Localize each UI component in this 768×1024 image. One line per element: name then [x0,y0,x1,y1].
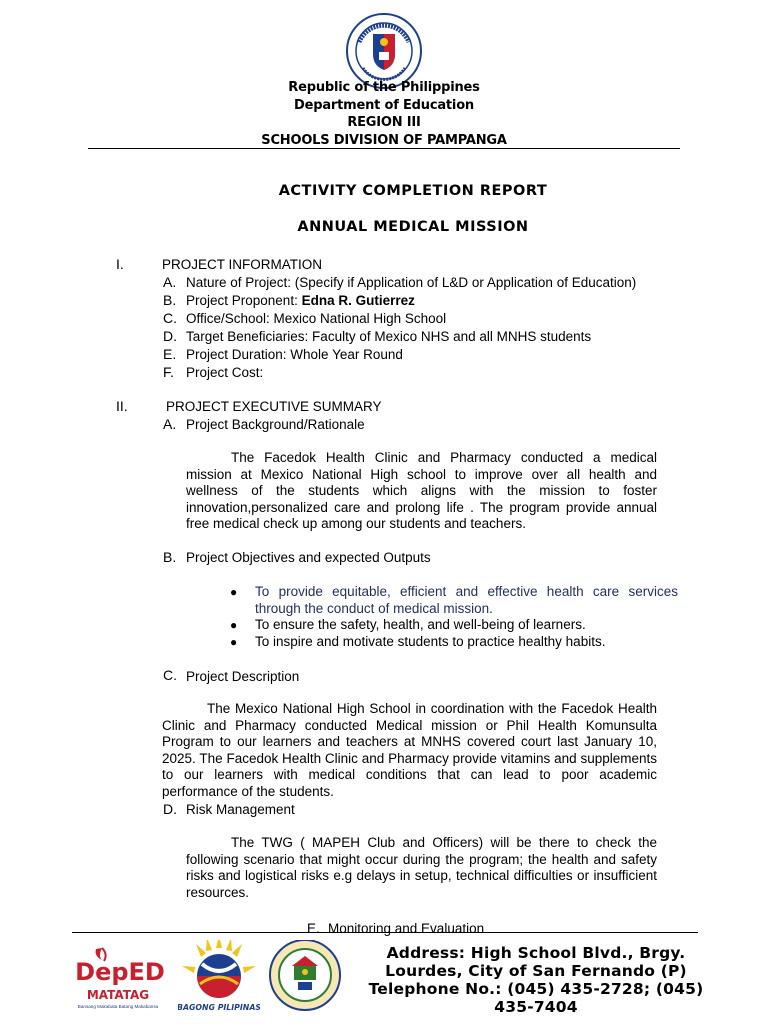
item-letter: C. [163,667,177,683]
deped-seal [345,12,423,90]
deped-wordmark: DepED [75,958,165,986]
objectives-list [230,584,678,650]
address-line: Address: High School Blvd., Brgy. [386,944,686,962]
item-letter: A. [163,416,177,432]
project-cost: Project Cost: [186,365,264,380]
project-proponent-label: Project Proponent: [186,293,302,308]
header-line-department: Department of Education [294,98,474,113]
header-line-republic: Republic of the Philippines [288,80,480,95]
section-1-heading: PROJECT INFORMATION [162,257,323,272]
background-paragraph [186,450,657,533]
header-divider [88,148,680,149]
item-letter: F. [163,364,174,380]
description-heading: Project Description [186,669,300,684]
risk-heading: Risk Management [186,802,295,817]
matatag-tagline: Bansang Makabata Batang Makabansa [77,1004,159,1009]
item-letter: D. [163,328,177,344]
item-letter: E. [307,921,320,936]
project-duration: Project Duration: Whole Year Round [186,347,403,362]
list-item [230,634,678,651]
objective-text: To provide equitable, efficient and effective health care services through the conduct of medical mission. [255,584,678,616]
bullet-icon: ● [230,618,238,633]
deped-matatag-logo [72,946,168,1016]
sun-flag-icon [178,940,260,1012]
background-text: The Facedok Health Clinic and Pharmacy conducted a medical mission at Mexico National High school to improve over all health and wellness of the students which aligns with the mission to foster innovation,personalized care and prolong life . The program provide annual free medical check up among our students and teachers. [186,450,657,532]
bullet-icon: ● [230,634,238,649]
office-school: Office/School: Mexico National High School [186,311,447,326]
bagong-pilipinas-text: BAGONG PILIPINAS [178,1003,260,1012]
footer-divider [72,932,698,933]
section-1-numeral: I. [116,256,124,272]
item-letter: A. [163,274,177,290]
risk-text: The TWG ( MAPEH Club and Officers) will be there to check the following scenario that might occur during the program; the health and safety risks and logistical risks e.g delays in setup, technical difficulties or insufficient resources. [186,835,657,900]
description-text: The Mexico National High School in coordination with the Facedok Health Clinic and Pharmacy conducted Medical mission or Phil Health Komunsulta Program to our learners and teachers at MNHS covered court last January 10, 2025. The Facedok Health Clinic and Pharmacy provide vitamins and supplements to our learners with medical conditions that can lead to poor academic performance of the students. [162,701,657,799]
item-letter: B. [163,292,177,308]
report-subtitle: ANNUAL MEDICAL MISSION [297,219,529,235]
school-seal [268,940,342,1012]
header-line-region: REGION III [347,115,421,130]
matatag-wordmark: MATATAG [86,988,150,1002]
section-2-numeral: II. [116,398,128,414]
risk-paragraph [186,835,657,901]
objectives-heading: Project Objectives and expected Outputs [186,550,431,565]
school-seal-icon [268,940,342,1012]
address-line: Lourdes, City of San Fernando (P) [385,962,687,980]
bullet-icon: ● [230,585,238,599]
list-item [230,584,678,617]
objective-text: To inspire and motivate students to practice healthy habits. [255,633,606,649]
report-title: ACTIVITY COMPLETION REPORT [278,183,548,199]
deped-logo-icon [72,946,168,1016]
item-letter: E. [163,346,177,362]
section-2-heading: PROJECT EXECUTIVE SUMMARY [166,399,382,414]
item-letter: B. [163,549,177,565]
project-proponent [186,292,415,309]
list-item [230,617,678,634]
item-letter: C. [163,310,177,326]
footer [0,940,768,1024]
objective-text: To ensure the safety, health, and well-being of learners. [255,617,586,633]
telephone-line: Telephone No.: (045) 435-2728; (045) [368,980,704,998]
bagong-pilipinas-logo [178,940,260,1012]
description-paragraph [162,701,657,801]
target-beneficiaries: Target Beneficiaries: Faculty of Mexico NHS and all MNHS students [186,329,592,344]
telephone-line: 435-7404 [494,998,578,1016]
item-letter: D. [163,801,177,817]
monitoring-heading: Monitoring and Evaluation [328,921,485,936]
school-address-block [356,944,716,1016]
nature-of-project: Nature of Project: (Specify if Application of L&D or Application of Education) [186,275,637,290]
header-line-division: SCHOOLS DIVISION OF PAMPANGA [261,133,507,148]
project-proponent-name: Edna R. Gutierrez [301,293,415,308]
background-heading: Project Background/Rationale [186,417,365,432]
